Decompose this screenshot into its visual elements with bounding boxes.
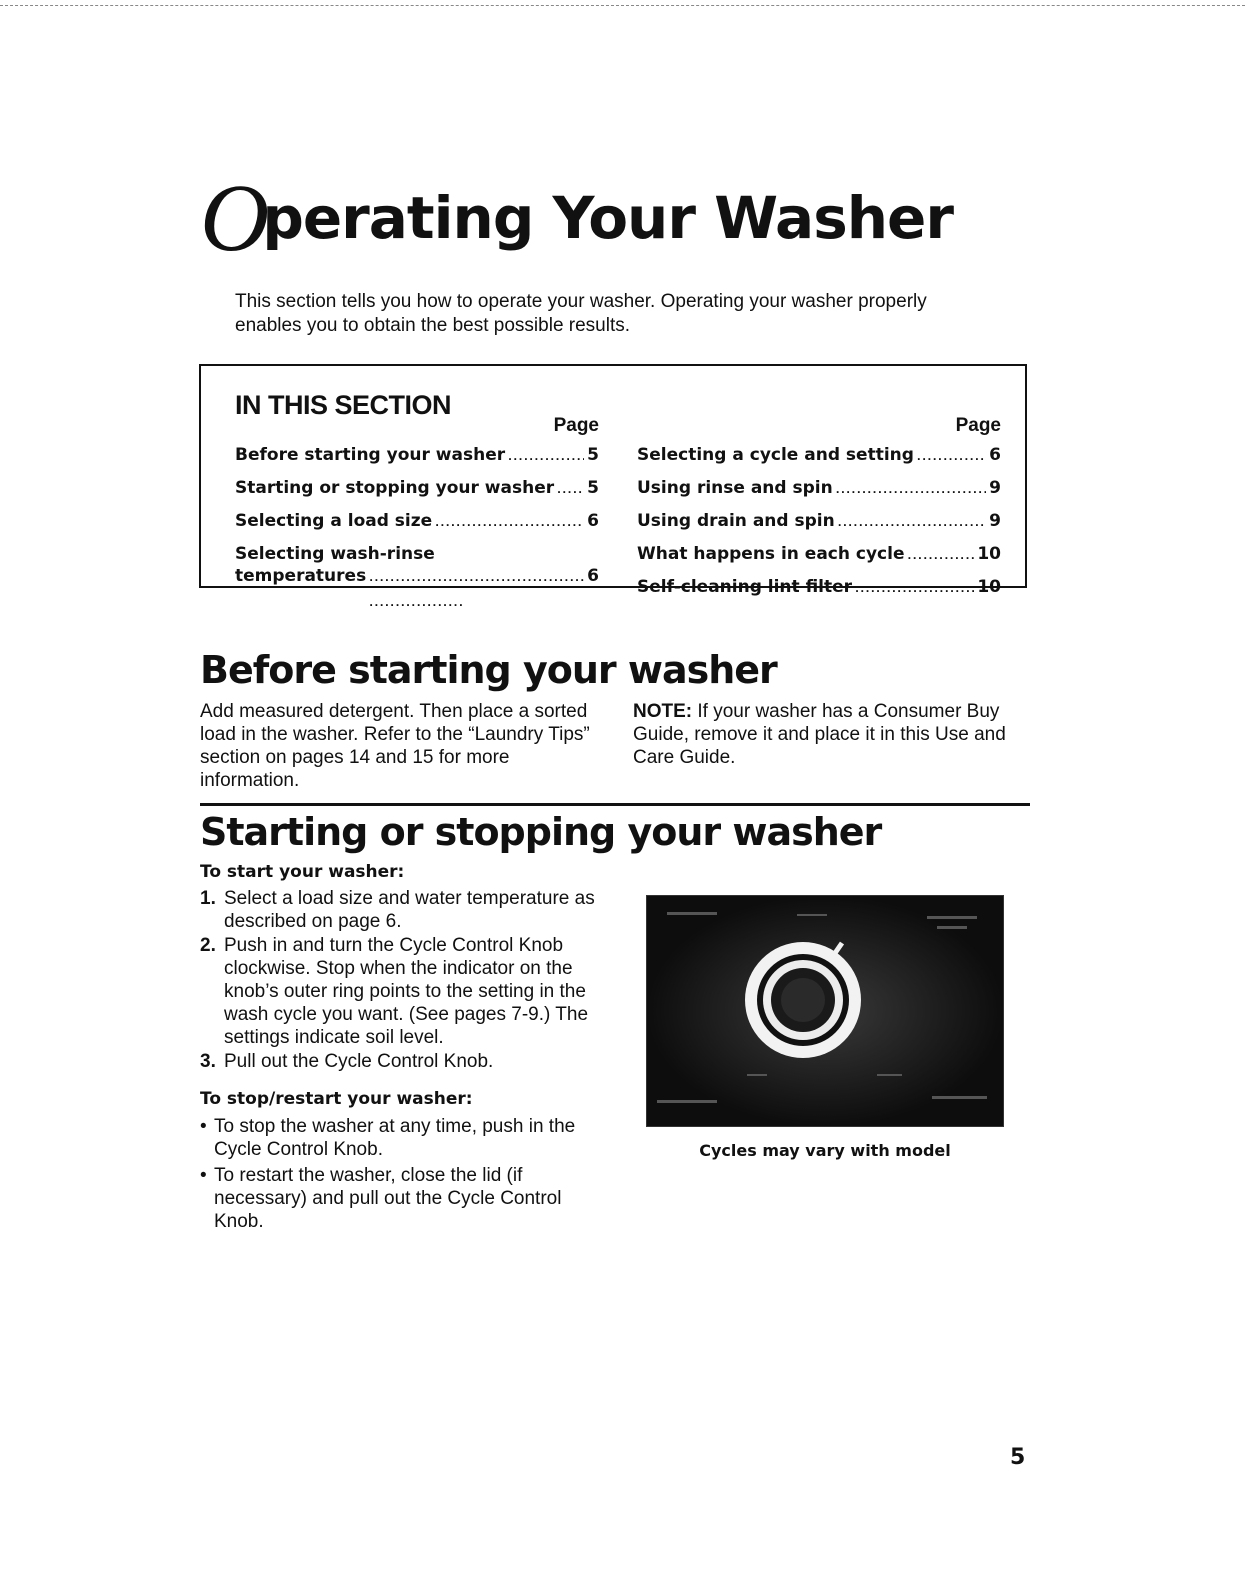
toc-entry-label: Selecting a load size (235, 511, 433, 531)
starting-stopping-heading: Starting or stopping your washer (200, 810, 882, 854)
toc-entry-page: 5 (587, 478, 599, 498)
toc-entry-page: 10 (977, 544, 1001, 564)
toc-entry-label: Selecting a cycle and setting (637, 445, 914, 465)
dot-leader (508, 444, 584, 469)
toc-entry-page: 6 (587, 566, 599, 586)
page-title (200, 150, 953, 271)
in-this-section-box (199, 364, 1027, 597)
toc-right-column (637, 416, 1001, 601)
stop-bullets-list (200, 1115, 610, 1236)
toc-entry[interactable] (235, 444, 599, 469)
page-number: 5 (1010, 1445, 1026, 1470)
toc-entry-page: 9 (989, 478, 1001, 498)
image-caption: Cycles may vary with model (699, 1141, 951, 1160)
before-starting-body: Add measured detergent. Then place a sorted load in the washer. Refer to the “Laundry Tips” section on pages 14 and 15 for more information. (200, 701, 590, 791)
toc-entry[interactable] (235, 477, 599, 502)
toc-entry-page: 10 (977, 577, 1001, 597)
start-steps-list (200, 887, 610, 1074)
dot-leader (557, 477, 584, 502)
step-text: Select a load size and water temperature as described on page 6. (224, 888, 595, 932)
step-number: 3. (200, 1051, 216, 1072)
toc-entry-label: Self-cleaning lint filter (637, 577, 853, 597)
bullet-text: To stop the washer at any time, push in the Cycle Control Knob. (214, 1116, 576, 1160)
dot-leader (369, 565, 584, 615)
toc-entry-page: 5 (587, 445, 599, 465)
toc-entry[interactable] (637, 543, 1001, 568)
step-number: 2. (200, 935, 216, 956)
dot-leader (836, 477, 986, 502)
dot-leader (855, 576, 974, 601)
toc-entry[interactable] (235, 510, 599, 535)
toc-entry-page: 6 (989, 445, 1001, 465)
before-starting-heading: Before starting your washer (200, 648, 777, 692)
toc-entry[interactable] (637, 444, 1001, 469)
toc-entry-label: Starting or stopping your washer (235, 478, 555, 498)
in-this-section-heading: IN THIS SECTION (235, 390, 452, 420)
step-text: Push in and turn the Cycle Control Knob clockwise. Stop when the indicator on the knob’s outer ring points to the setting in the wash cycle you want. (See pages 7-9.) The settings indicate soil level. (224, 935, 589, 1048)
toc-entry[interactable] (235, 543, 599, 615)
cycle-control-knob-icon (647, 896, 1003, 1126)
dot-leader (908, 543, 975, 568)
toc-entry-label: Using drain and spin (637, 511, 835, 531)
bullet-icon: • (200, 1165, 207, 1186)
toc-entry[interactable] (637, 510, 1001, 535)
toc-entry-label-line2: temperatures (235, 566, 367, 586)
title-rest: perating Your Washer (262, 184, 953, 252)
dot-leader (435, 510, 584, 535)
stop-heading: To stop/restart your washer: (200, 1089, 473, 1109)
bullet-icon: • (200, 1116, 207, 1137)
bullet-text: To restart the washer, close the lid (if necessary) and pull out the Cycle Control Knob. (214, 1165, 562, 1232)
bullet-item (200, 1115, 610, 1161)
dot-leader (917, 444, 986, 469)
step-text: Pull out the Cycle Control Knob. (224, 1051, 494, 1072)
toc-entry-label: Using rinse and spin (637, 478, 833, 498)
note-paragraph (633, 700, 1028, 769)
toc-entry-label-line1: Selecting wash-rinse (235, 544, 435, 564)
toc-entry-label: Before starting your washer (235, 445, 506, 465)
page-column-label: Page (955, 415, 1001, 436)
toc-entry-page: 9 (989, 511, 1001, 531)
cycle-control-panel-image (646, 895, 1004, 1127)
note-label: NOTE: (633, 701, 693, 722)
step-item (200, 887, 610, 933)
page-column-label: Page (553, 415, 599, 436)
start-heading: To start your washer: (200, 862, 405, 882)
note-text: If your washer has a Consumer Buy Guide, remove it and place it in this Use and Care Guide. (633, 701, 1006, 768)
toc-entry-label: What happens in each cycle (637, 544, 905, 564)
step-number: 1. (200, 888, 216, 909)
toc-entry-page: 6 (587, 511, 599, 531)
toc-left-column (235, 416, 599, 615)
dot-leader (838, 510, 986, 535)
step-item (200, 934, 610, 1049)
section-divider (200, 803, 1030, 806)
toc-entry[interactable] (637, 477, 1001, 502)
bullet-item (200, 1164, 610, 1233)
step-item (200, 1050, 610, 1073)
scan-edge-line (0, 5, 1245, 6)
toc-entry-line2 (235, 565, 599, 615)
title-initial: O (200, 164, 269, 271)
toc-entry[interactable] (637, 576, 1001, 601)
intro-paragraph: This section tells you how to operate your washer. Operating your washer properly enables you to obtain the best possible results. (235, 291, 927, 336)
